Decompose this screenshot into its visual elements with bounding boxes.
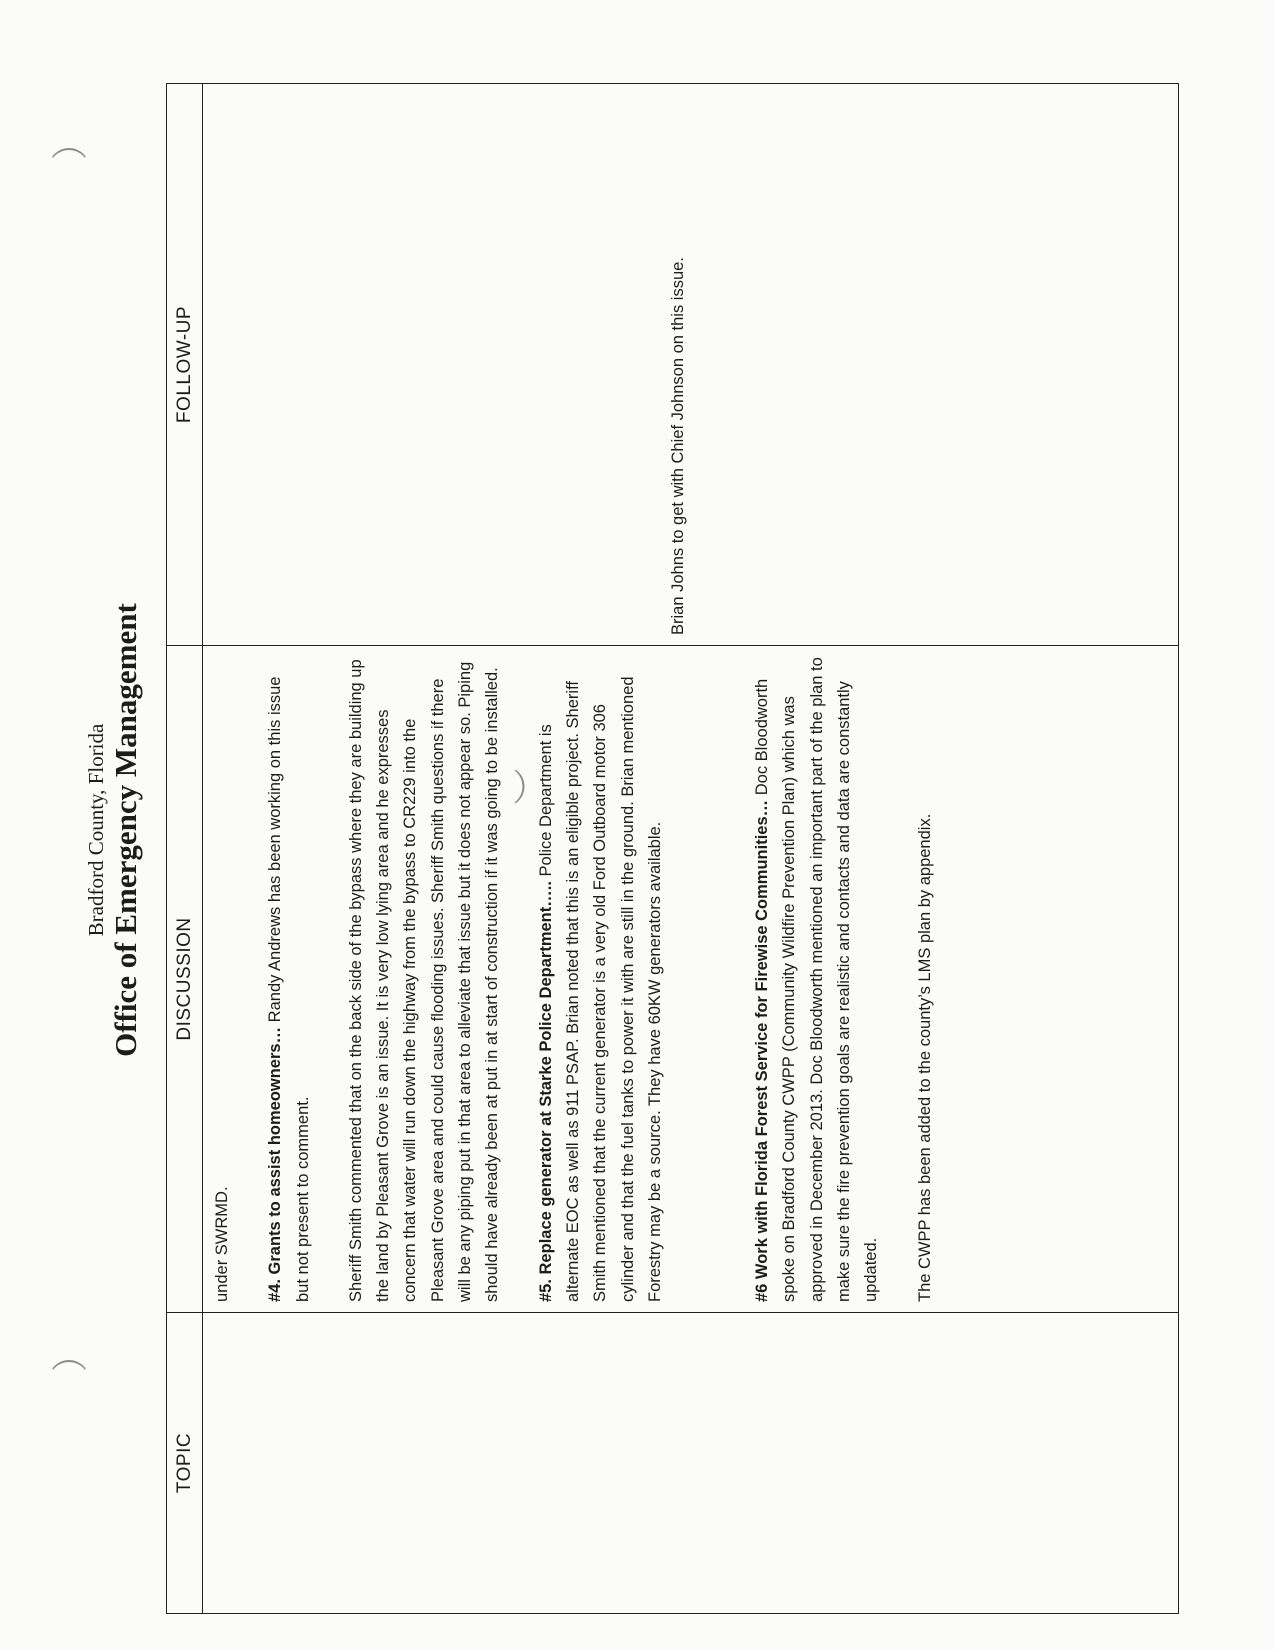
discussion-item-6: #6 Work with Florida Forest Service for Firewise Communities… Doc Bloodworth spoke on Bradford County CWPP (Community Wildfire Prevention Plan) which was approved in December 2013. Doc Bloodworth mentioned an important part of the plan to make sure the fire prevention goals are realistic and contacts and data are constantly updated. (753, 657, 881, 1302)
discussion-item-6-para-2: The CWPP has been added to the county’s LMS plan by appendix. (915, 813, 934, 1302)
discussion-item-4: #4. Grants to assist homeowners… Randy Andrews has been working on this issue but not present to comment. (266, 676, 312, 1302)
column-header-follow-up: FOLLOW-UP (167, 84, 203, 646)
column-header-topic: TOPIC (167, 1313, 203, 1613)
column-header-discussion: DISCUSSION (167, 646, 203, 1313)
item-5-title: #5. Replace generator at Starke Police Department….. (536, 881, 555, 1302)
follow-up-cell (203, 84, 1178, 646)
topic-cell (203, 1313, 1178, 1613)
follow-up-item-5: Brian Johns to get with Chief Johnson on this issue. (669, 257, 687, 635)
minutes-table (166, 83, 1179, 1614)
discussion-item-4-para-2: Sheriff Smith commented that on the back side of the bypass where they are building up the land by Pleasant Grove is an issue. It is very low lying area and he expresses concern that water will run down the highway from the bypass to CR229 into the Pleasant Grove area and could cause flooding issues. Sheriff Smith questions if there will be any piping put in that area to alleviate that issue but it does not appear so. Piping should have already been at put in at start of construction if it was going to be installed. (346, 659, 502, 1302)
discussion-continued: under SWRMD. (213, 1186, 231, 1302)
discussion-item-5: #5. Replace generator at Starke Police Department….. Police Department is alternate EOC as well as 911 PSAP. Brian noted that this is an eligible project. Sheriff Smith mentioned that the current generator is a very old Ford Outboard motor 306 cylinder and that the fuel tanks to power it with are still in the ground. Brian mentioned Forestry may be a source. They have 60KW generators available. (536, 676, 664, 1302)
county-name: Bradford County, Florida (84, 723, 108, 937)
discussion-cell (203, 646, 1178, 1313)
office-title: Office of Emergency Management (108, 603, 143, 1057)
item-6-title: #6 Work with Florida Forest Service for Firewise Communities… (753, 799, 772, 1302)
landscape-page (80, 40, 1180, 1620)
item-4-title: #4. Grants to assist homeowners… (266, 1026, 285, 1302)
